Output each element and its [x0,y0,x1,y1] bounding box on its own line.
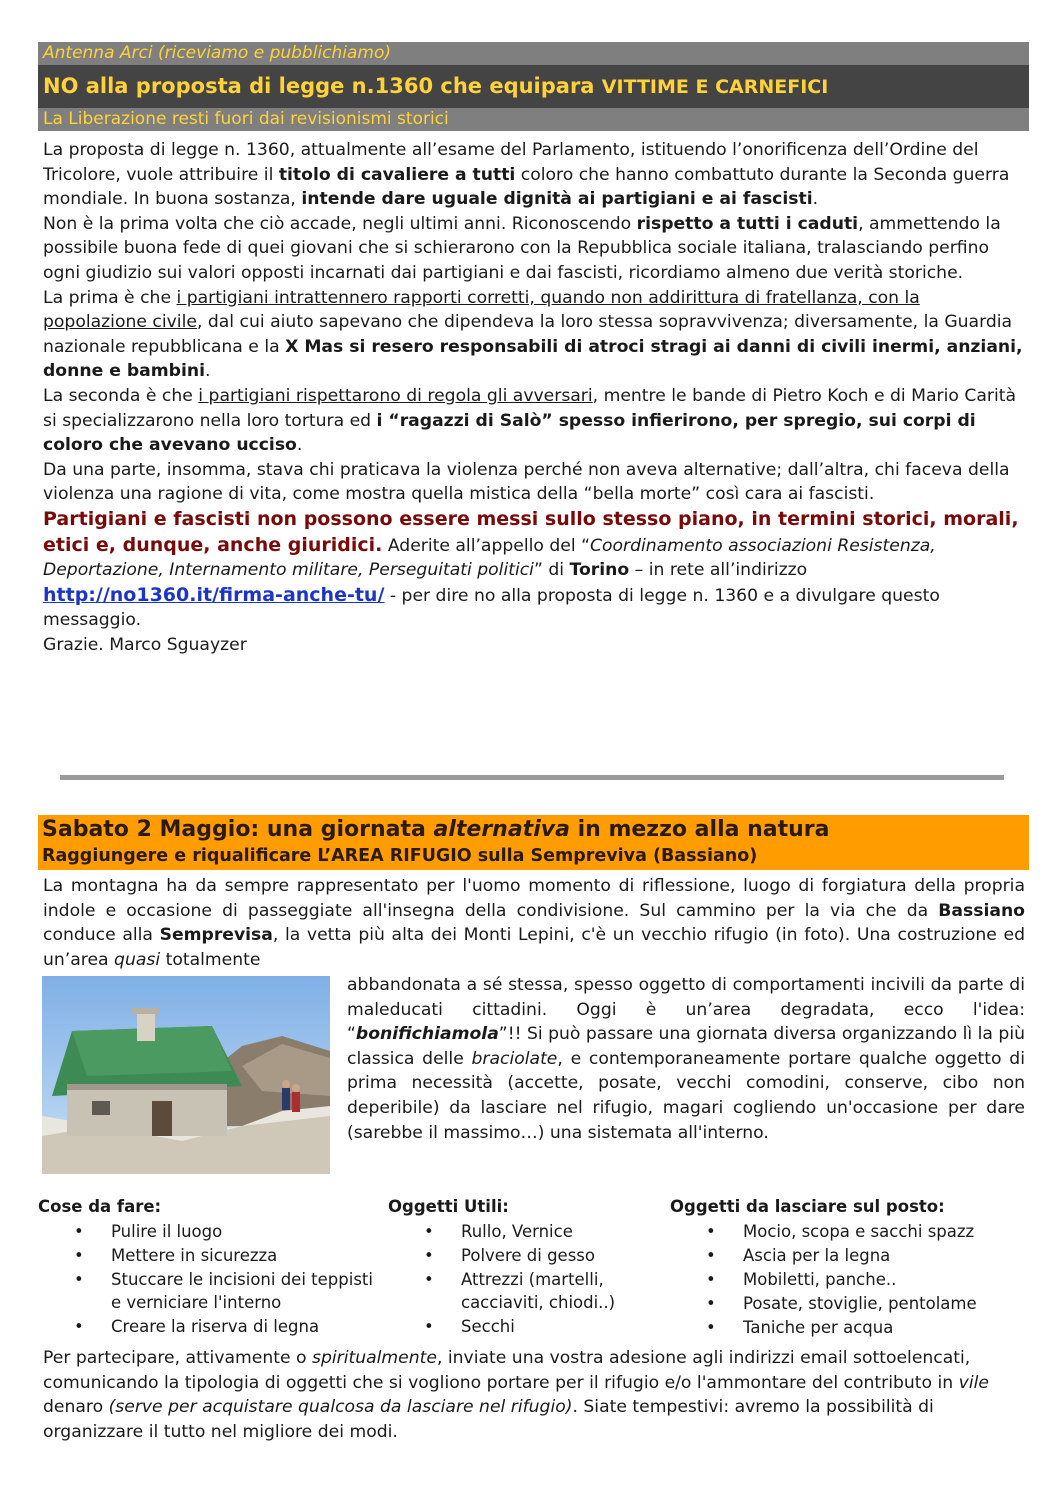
petition-link[interactable]: http://no1360.it/firma-anche-tu/ [43,583,385,606]
list-item: • Ascia per la legna [670,1245,1030,1268]
list-item: • Mobiletti, panche.. [670,1269,1030,1292]
list-item: • Secchi [388,1316,670,1339]
paragraph: Partigiani e fascisti non possono essere messi sullo stesso piano, in termini storici, morali, etici e, dunque, anche giuridici. Aderite all’appello del “Coordinamento associazioni Resistenza, Deportazione, Internamento militare, Perseguitati politici” di Torino – in rete all’indirizzo http://no1360.it/firma-anche-tu/ - per dire no alla proposta di legge n. 1360 e a divulgare questo messaggio. [43,507,1019,631]
list-item: • Mettere in sicurezza [38,1245,388,1268]
article-title: NO alla proposta di legge n.1360 che equipara VITTIME E CARNEFICI [38,65,1029,108]
paragraph: Da una parte, insomma, stava chi praticava la violenza perché non aveva alternative; dall’altra, chi faceva della violenza una ragione di vita, come mostra quella mistica della “bella morte” così cara ai fascisti. [43,459,1010,505]
paragraph: La seconda è che i partigiani rispettarono di regola gli avversari, mentre le bande di Pietro Koch e di Mario Carità si specializzarono nella loro tortura ed i “ragazzi di Salò” spesso infierirono, per spregio, sui corpi di coloro che avevano ucciso. [43,385,1016,456]
list-useful-objects [388,1196,670,1340]
refuge-photo [42,976,330,1174]
list-item: • Posate, stoviglie, pentolame [670,1293,1030,1316]
list-item: • Mocio, scopa e sacchi spazz [670,1221,1030,1244]
paragraph: Non è la prima volta che ciò accade, negli ultimi anni. Riconoscendo rispetto a tutti i caduti, ammettendo la possibile buona fede di quei giovani che si schierarono con la Repubblica sociale italiana, tralasciando perfino ogni giudizio sui valori opposti incarnati dai partigiani e dai fascisti, ricordiamo almeno due verità storiche. [43,213,1001,283]
list-things-to-do [38,1196,388,1340]
list-objects-to-leave [670,1196,1030,1341]
list-item: • Polvere di gesso [388,1245,670,1268]
article-subtitle: La Liberazione resti fuori dai revisionismi storici [38,108,1029,131]
article-2-header [38,815,1029,870]
section-kicker: Antenna Arci (riceviamo e pubblichiamo) [38,42,1029,65]
list-item: • Rullo, Vernice [388,1221,670,1244]
list-item: • Stuccare le incisioni dei teppisti e verniciare l'interno [38,1269,388,1314]
article-2-closing: Per partecipare, attivamente o spiritualmente, inviate una vostra adesione agli indirizzi email sottoelencati, comunicando la tipologia di oggetti che si vogliono portare per il rifugio e/o l'ammontare del contributo in vile denaro (serve per acquistare qualcosa da lasciare nel rifugio). Siate tempestivi: avremo la possibilità di organizzare il tutto nel migliore dei modi. [43,1348,989,1442]
list-item: • Taniche per acqua [670,1317,1030,1340]
article-2-title: Sabato 2 Maggio: una giornata alternativa in mezzo alla natura [42,817,830,842]
list-heading: Oggetti Utili: [388,1197,509,1216]
list-item: • Creare la riserva di legna [38,1316,388,1339]
signature: Grazie. Marco Sguayzer [43,634,247,655]
paragraph: La prima è che i partigiani intrattennero rapporti corretti, quando non addirittura di fratellanza, con la popolazione civile, dal cui aiuto sapevano che dipendeva la loro stessa sopravvivenza; diversamente, la Guardia nazionale repubblicana e la X Mas si resero responsabili di atroci stragi ai danni di civili inermi, anziani, donne e bambini. [43,287,1023,382]
paragraph: La proposta di legge n. 1360, attualmente all’esame del Parlamento, istituendo l’onorificenza dell’Ordine del Tricolore, vuole attribuire il titolo di cavaliere a tutti coloro che hanno combattuto durante la Seconda guerra mondiale. In buona sostanza, intende dare uguale dignità ai partigiani e ai fascisti. [43,140,1010,210]
article-1-body [43,138,1029,657]
article-2-intro: La montagna ha da sempre rappresentato per l'uomo momento di riflessione, luogo di forgiatura della propria indole e occasione di passeggiate all'insegna della condivisione. Sul cammino per la via che da Bassiano conduce alla Semprevisa, la vetta più alta dei Monti Lepini, c'è un vecchio rifugio (in foto). Una costruzione ed un’area quasi totalmente [43,876,1025,970]
section-divider [60,775,1004,780]
list-heading: Oggetti da lasciare sul posto: [670,1197,945,1216]
list-heading: Cose da fare: [38,1197,162,1216]
article-2-subtitle: Raggiungere e riqualificare L’AREA RIFUGIO sulla Sempreviva (Bassiano) [42,846,758,866]
list-item: • Attrezzi (martelli, cacciaviti, chiodi..) [388,1269,670,1314]
article-2-side-text: abbandonata a sé stessa, spesso oggetto di comportamenti incivili da parte di maleducati cittadini. Oggi è un’area degradata, ecco l'idea: “bonifichiamola”!! Si può passare una giornata diversa organizzando lì la più classica delle braciolate, e contemporaneamente portare qualche oggetto di prima necessità (accette, posate, vecchi comodini, conserve, cibo non deperibile) da lasciare nel rifugio, magari cogliendo un'occasione per dare (sarebbe il massimo…) una sistemata all'interno. [347,975,1025,1143]
list-item: • Pulire il luogo [38,1221,388,1244]
